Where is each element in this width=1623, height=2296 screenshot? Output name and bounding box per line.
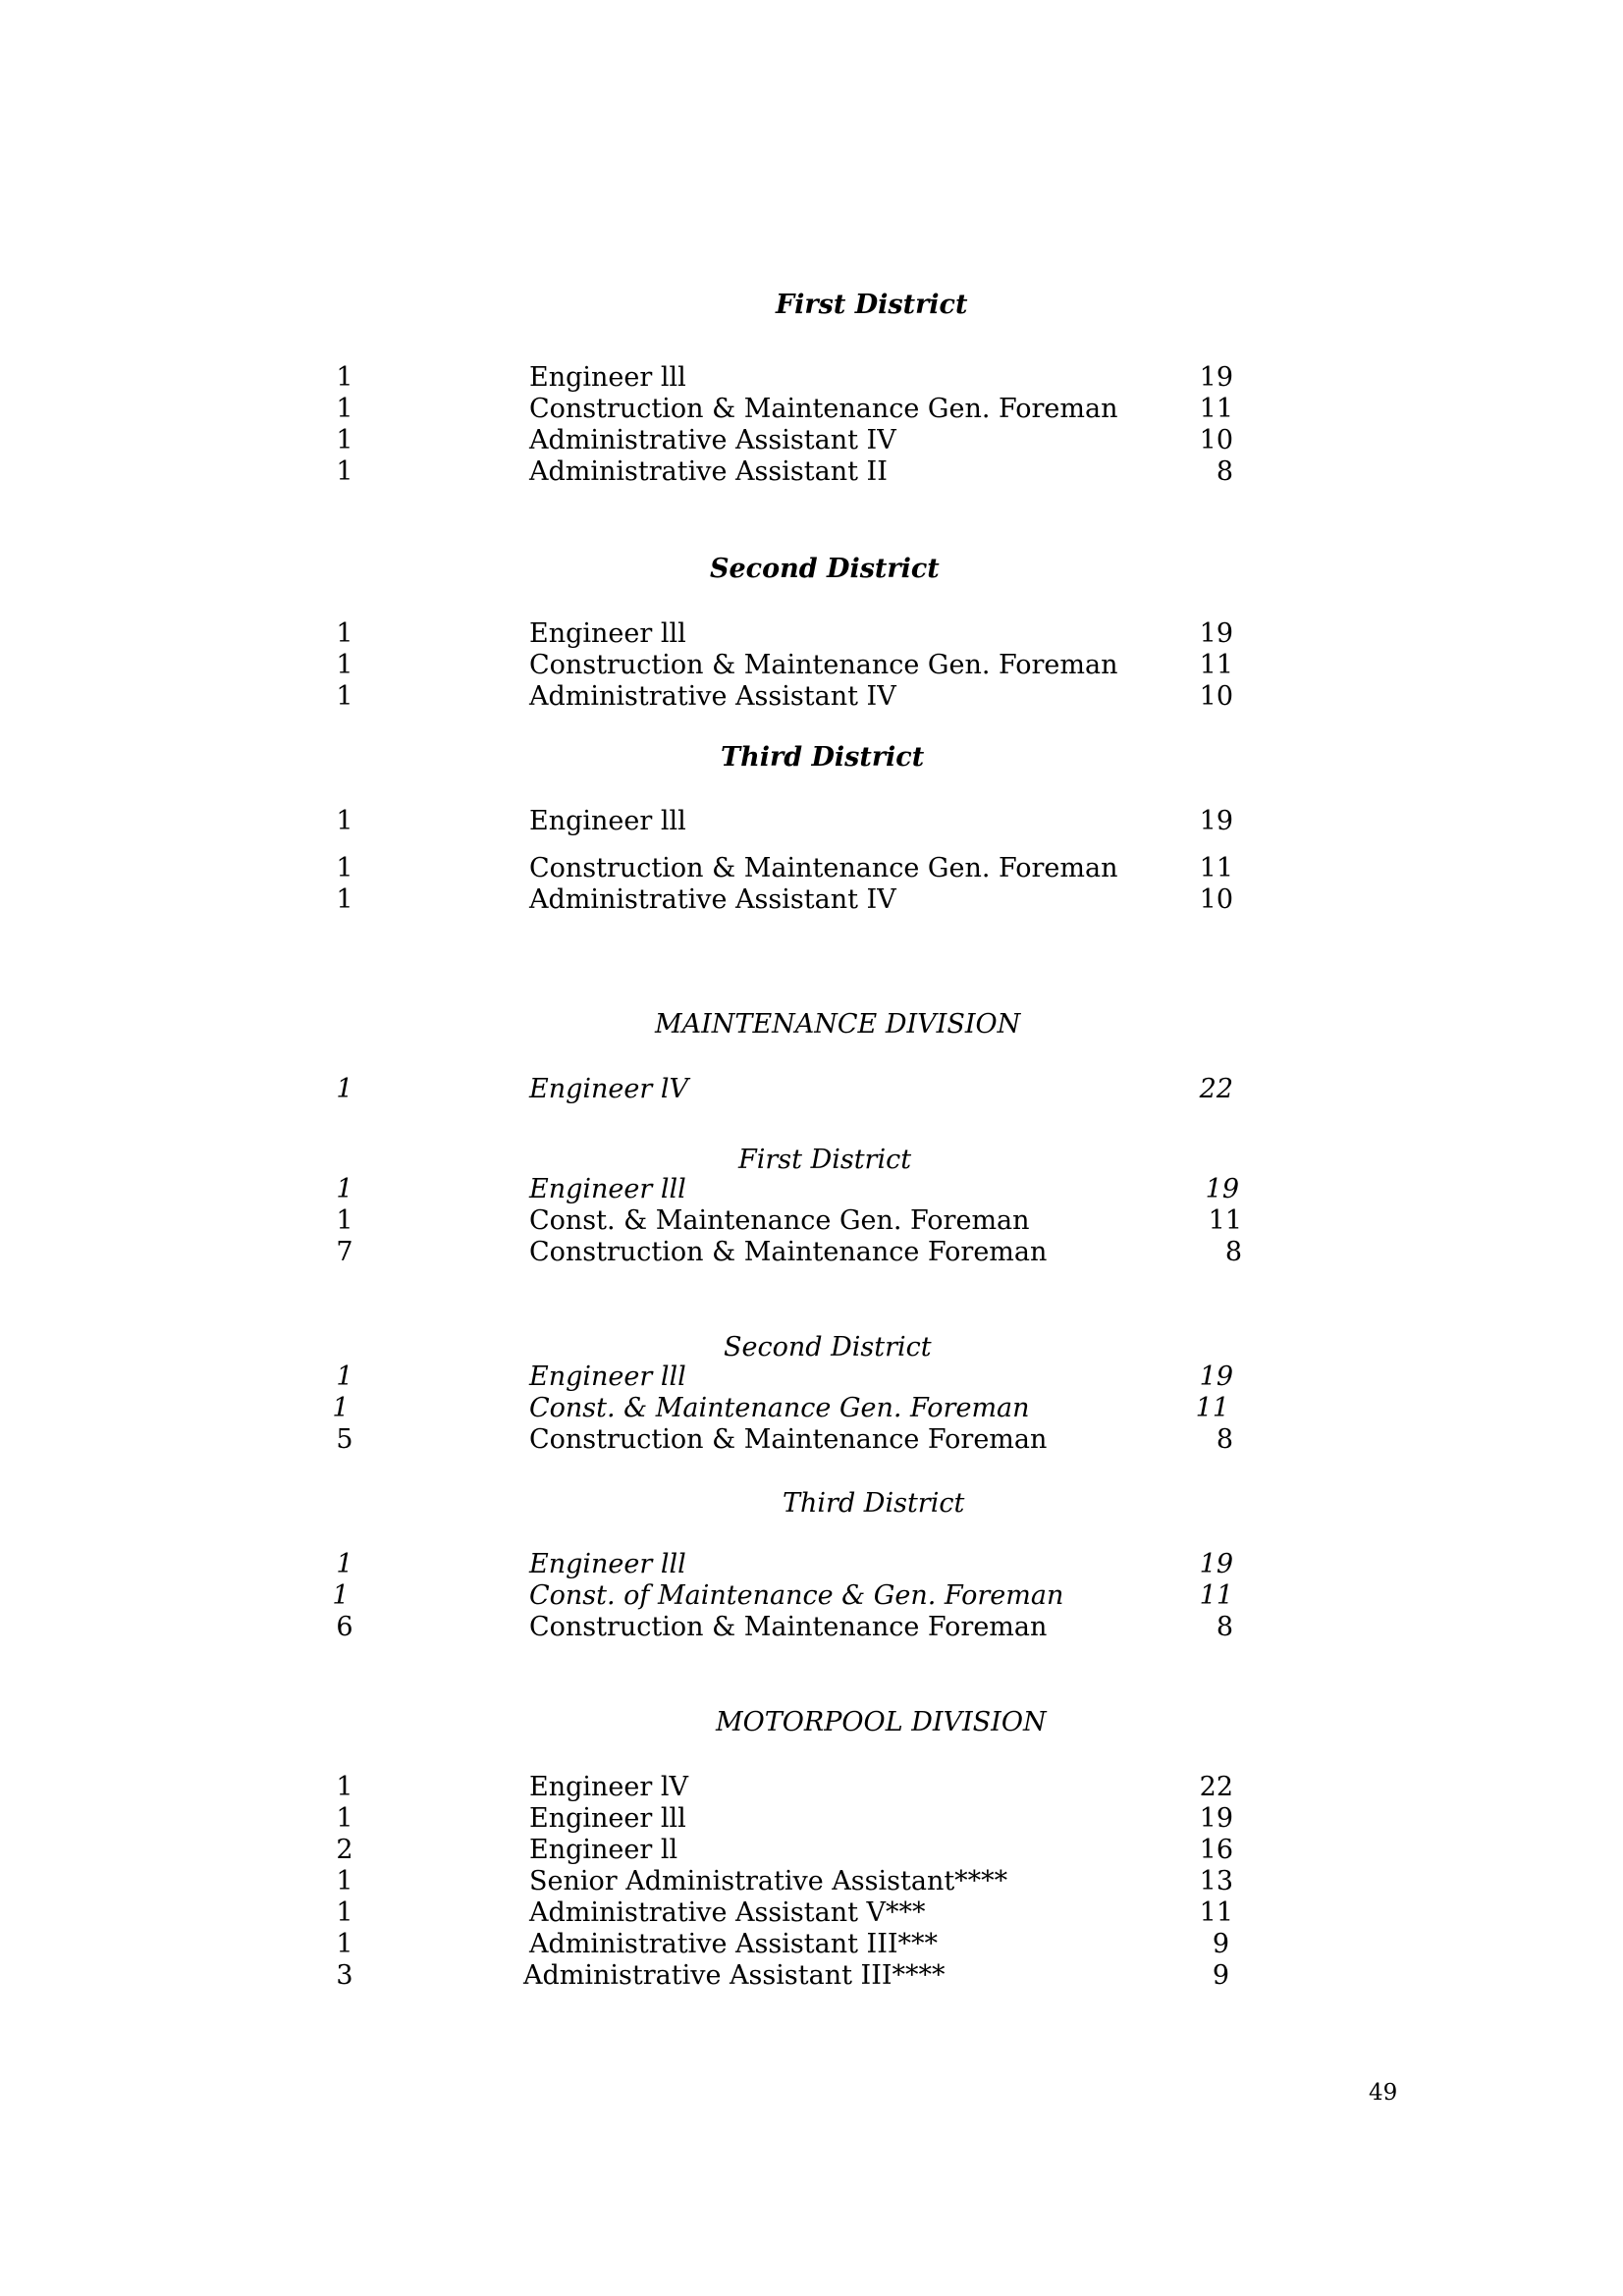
row-count: 5 (336, 1424, 353, 1455)
table-row (0, 1174, 1623, 1205)
row-position-title: Construction & Maintenance Foreman (529, 1237, 1048, 1267)
row-salary-grade: 13 (1199, 1866, 1233, 1896)
table-row (0, 1393, 1623, 1424)
row-count: 1 (336, 1549, 353, 1579)
row-position-title: Administrative Assistant III*** (529, 1929, 939, 1959)
row-position-title: Administrative Assistant IV (529, 681, 896, 712)
row-salary-grade: 22 (1199, 1074, 1233, 1104)
section-heading-first-district: First District (776, 290, 968, 320)
row-count: 1 (332, 1580, 350, 1611)
row-count: 1 (336, 425, 353, 455)
row-count: 1 (336, 806, 353, 836)
row-position-title: Construction & Maintenance Gen. Foreman (529, 853, 1118, 883)
row-count: 1 (336, 681, 353, 712)
division-heading-maintenance: MAINTENANCE DIVISION (655, 1009, 1021, 1040)
table-row (0, 806, 1623, 837)
row-count: 7 (336, 1237, 353, 1267)
row-salary-grade: 9 (1212, 1929, 1229, 1959)
row-count: 1 (336, 1772, 353, 1802)
row-salary-grade: 8 (1216, 456, 1233, 487)
table-row (0, 650, 1623, 681)
table-row (0, 618, 1623, 650)
table-row (0, 1074, 1623, 1105)
row-salary-grade: 9 (1212, 1960, 1229, 1991)
row-position-title: Engineer lll (529, 362, 686, 393)
row-count: 1 (336, 456, 353, 487)
row-count: 1 (336, 1897, 353, 1928)
row-position-title: Administrative Assistant IV (529, 884, 896, 915)
row-salary-grade: 10 (1199, 884, 1233, 915)
table-row (0, 1362, 1623, 1393)
table-row (0, 1929, 1623, 1960)
row-position-title: Engineer lll (529, 1174, 686, 1204)
row-position-title: Construction & Maintenance Gen. Foreman (529, 650, 1118, 680)
table-row (0, 681, 1623, 713)
table-row (0, 1580, 1623, 1612)
row-count: 1 (336, 1074, 353, 1104)
row-salary-grade: 19 (1199, 1362, 1233, 1392)
row-salary-grade: 11 (1199, 853, 1233, 883)
table-row (0, 1549, 1623, 1580)
table-row (0, 1424, 1623, 1456)
row-salary-grade: 19 (1199, 1803, 1233, 1834)
row-count: 1 (336, 362, 353, 393)
row-position-title: Engineer lll (529, 1803, 686, 1834)
division-heading-motorpool: MOTORPOOL DIVISION (716, 1707, 1047, 1737)
row-salary-grade: 19 (1199, 618, 1233, 649)
table-row (0, 1803, 1623, 1835)
row-position-title: Construction & Maintenance Foreman (529, 1612, 1048, 1642)
row-salary-grade: 19 (1205, 1174, 1239, 1204)
row-count: 1 (336, 1803, 353, 1834)
row-count: 1 (336, 650, 353, 680)
row-count: 6 (336, 1612, 353, 1642)
subsection-heading-third-district: Third District (783, 1488, 965, 1519)
table-row (0, 362, 1623, 394)
row-position-title: Construction & Maintenance Foreman (529, 1424, 1048, 1455)
row-salary-grade: 10 (1199, 425, 1233, 455)
table-row (0, 1237, 1623, 1268)
row-salary-grade: 16 (1199, 1835, 1233, 1865)
row-position-title: Engineer lll (529, 806, 686, 836)
table-row (0, 1866, 1623, 1897)
row-position-title: Administrative Assistant IV (529, 425, 896, 455)
row-position-title: Senior Administrative Assistant**** (529, 1866, 1008, 1896)
table-row (0, 853, 1623, 884)
row-position-title: Engineer lll (529, 1549, 686, 1579)
row-position-title: Engineer lV (529, 1074, 688, 1104)
row-count: 1 (336, 884, 353, 915)
row-count: 1 (336, 1174, 353, 1204)
row-position-title: Administrative Assistant V*** (529, 1897, 926, 1928)
row-position-title: Administrative Assistant II (529, 456, 888, 487)
row-count: 1 (336, 618, 353, 649)
row-position-title: Engineer lV (529, 1772, 688, 1802)
table-row (0, 425, 1623, 456)
row-count: 3 (336, 1960, 353, 1991)
table-row (0, 884, 1623, 916)
row-position-title: Const. & Maintenance Gen. Foreman (529, 1393, 1030, 1423)
table-row (0, 1772, 1623, 1803)
row-position-title: Engineer ll (529, 1835, 678, 1865)
row-count: 1 (336, 1866, 353, 1896)
table-row (0, 394, 1623, 425)
row-salary-grade: 11 (1199, 650, 1233, 680)
row-salary-grade: 11 (1199, 394, 1233, 424)
row-count: 1 (336, 853, 353, 883)
table-row (0, 1960, 1623, 1992)
row-salary-grade: 11 (1199, 1897, 1233, 1928)
table-row (0, 1897, 1623, 1929)
row-count: 1 (336, 1205, 353, 1236)
row-salary-grade: 8 (1216, 1424, 1233, 1455)
page-number: 49 (1369, 2080, 1398, 2106)
row-count: 1 (336, 394, 353, 424)
table-row (0, 1835, 1623, 1866)
row-salary-grade: 11 (1199, 1580, 1233, 1611)
subsection-heading-first-district: First District (738, 1145, 912, 1175)
section-heading-second-district: Second District (710, 554, 940, 584)
row-salary-grade: 22 (1199, 1772, 1233, 1802)
section-heading-third-district: Third District (721, 742, 925, 773)
row-salary-grade: 8 (1216, 1612, 1233, 1642)
row-salary-grade: 19 (1199, 1549, 1233, 1579)
row-salary-grade: 11 (1208, 1205, 1242, 1236)
row-salary-grade: 19 (1199, 362, 1233, 393)
row-count: 1 (336, 1362, 353, 1392)
row-count: 2 (336, 1835, 353, 1865)
table-row (0, 1205, 1623, 1237)
row-position-title: Construction & Maintenance Gen. Foreman (529, 394, 1118, 424)
row-position-title: Engineer lll (529, 618, 686, 649)
row-salary-grade: 11 (1195, 1393, 1229, 1423)
row-count: 1 (336, 1929, 353, 1959)
table-row (0, 1612, 1623, 1643)
subsection-heading-second-district: Second District (724, 1332, 932, 1362)
row-salary-grade: 8 (1224, 1237, 1242, 1267)
row-salary-grade: 19 (1199, 806, 1233, 836)
row-position-title: Const. & Maintenance Gen. Foreman (529, 1205, 1030, 1236)
row-count: 1 (332, 1393, 350, 1423)
row-salary-grade: 10 (1199, 681, 1233, 712)
table-row (0, 456, 1623, 488)
row-position-title: Engineer lll (529, 1362, 686, 1392)
row-position-title: Administrative Assistant III**** (523, 1960, 946, 1991)
row-position-title: Const. of Maintenance & Gen. Foreman (529, 1580, 1064, 1611)
